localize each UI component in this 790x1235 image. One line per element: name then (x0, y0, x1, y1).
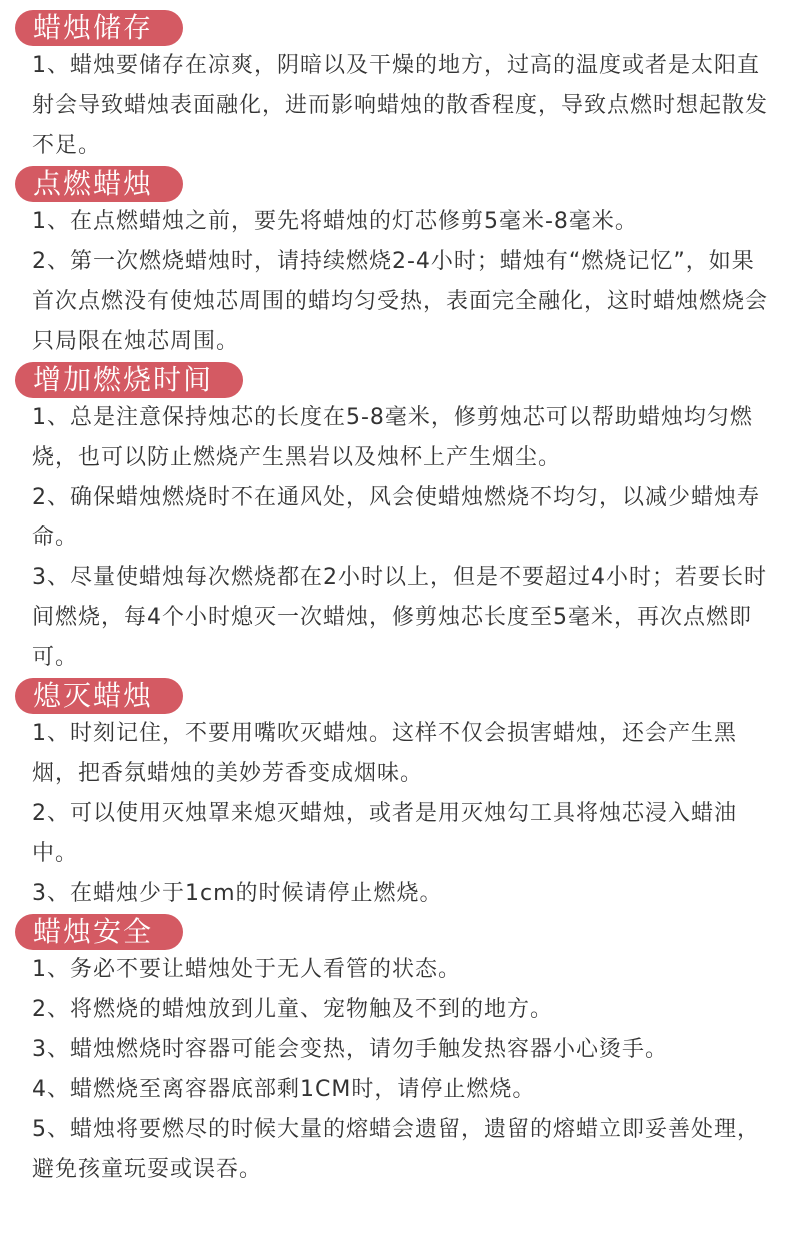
section-items (0, 950, 790, 1190)
section-heading: 蜡烛安全 (15, 914, 183, 950)
instruction-paragraph: 3、尽量使蜡烛每次燃烧都在2小时以上，但是不要超过4小时；若要长时间燃烧，每4个小时熄灭一次蜡烛，修剪烛芯长度至5毫米，再次点燃即可。 (32, 565, 767, 670)
instruction-paragraph: 1、总是注意保持烛芯的长度在5-8毫米，修剪烛芯可以帮助蜡烛均匀燃烧，也可以防止燃烧产生黑岩以及烛杯上产生烟尘。 (32, 405, 753, 470)
section-heading: 点燃蜡烛 (15, 166, 183, 202)
instruction-paragraph: 2、可以使用灭烛罩来熄灭蜡烛，或者是用灭烛勾工具将烛芯浸入蜡油中。 (32, 801, 737, 866)
instruction-paragraph: 5、蜡烛将要燃尽的时候大量的熔蜡会遗留，遗留的熔蜡立即妥善处理，避免孩童玩耍或误吞。 (32, 1117, 760, 1182)
section-safety (0, 914, 790, 1190)
instruction-paragraph: 2、将燃烧的蜡烛放到儿童、宠物触及不到的地方。 (32, 997, 553, 1022)
section-heading: 蜡烛储存 (15, 10, 183, 46)
instruction-paragraph: 2、确保蜡烛燃烧时不在通风处，风会使蜡烛燃烧不均匀，以减少蜡烛寿命。 (32, 485, 760, 550)
section-burn-time (0, 362, 790, 678)
section-storage (0, 10, 790, 166)
instruction-paragraph: 1、务必不要让蜡烛处于无人看管的状态。 (32, 957, 461, 982)
instruction-paragraph: 2、第一次燃烧蜡烛时，请持续燃烧2-4小时；蜡烛有“燃烧记忆”，如果首次点燃没有使烛芯周围的蜡均匀受热，表面完全融化，这时蜡烛燃烧会只局限在烛芯周围。 (32, 249, 769, 354)
instruction-paragraph: 4、蜡燃烧至离容器底部剩1CM时，请停止燃烧。 (32, 1077, 536, 1102)
section-extinguish (0, 678, 790, 914)
instruction-paragraph: 1、蜡烛要储存在凉爽，阴暗以及干燥的地方，过高的温度或者是太阳直射会导致蜡烛表面融化，进而影响蜡烛的散香程度，导致点燃时想起散发不足。 (32, 53, 769, 158)
instruction-paragraph: 3、在蜡烛少于1cm的时候请停止燃烧。 (32, 881, 443, 906)
section-lighting (0, 166, 790, 362)
section-items (0, 46, 790, 166)
section-heading: 增加燃烧时间 (15, 362, 243, 398)
section-items (0, 714, 790, 914)
instruction-paragraph: 1、在点燃蜡烛之前，要先将蜡烛的灯芯修剪5毫米-8毫米。 (32, 209, 638, 234)
instruction-paragraph: 3、蜡烛燃烧时容器可能会变热，请勿手触发热容器小心烫手。 (32, 1037, 668, 1062)
section-items (0, 398, 790, 678)
instruction-paragraph: 1、时刻记住，不要用嘴吹灭蜡烛。这样不仅会损害蜡烛，还会产生黑烟，把香氛蜡烛的美妙芳香变成烟味。 (32, 721, 737, 786)
section-items (0, 202, 790, 362)
section-heading: 熄灭蜡烛 (15, 678, 183, 714)
